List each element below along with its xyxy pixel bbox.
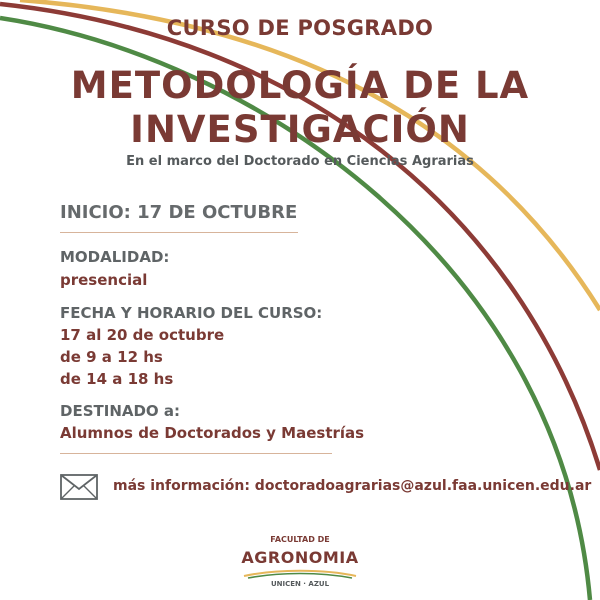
logo-swoosh [238, 569, 362, 579]
divider-bottom [60, 453, 332, 454]
course-kicker: CURSO DE POSGRADO [166, 16, 434, 40]
logo-line1: FACULTAD DE [270, 535, 330, 544]
fecha-label: FECHA Y HORARIO DEL CURSO: [60, 304, 323, 322]
destinado-label: DESTINADO a: [60, 402, 181, 420]
modalidad-label: MODALIDAD: [60, 248, 170, 266]
envelope-icon [60, 474, 98, 500]
logo-line2: AGRONOMIA [241, 548, 359, 567]
divider-top [60, 232, 298, 233]
course-title-line2: INVESTIGACIÓN [130, 108, 470, 151]
faculty-logo [238, 535, 362, 593]
logo-line3: UNICEN · AZUL [270, 580, 330, 588]
contact-info[interactable]: más información: doctoradoagrarias@azul.faa.unicen.edu.ar [113, 478, 592, 494]
course-title-line1: METODOLOGÍA DE LA [70, 64, 530, 107]
destinado-value: Alumnos de Doctorados y Maestrías [60, 424, 365, 442]
fecha-line2: de 9 a 12 hs [60, 348, 163, 366]
modalidad-value: presencial [60, 271, 148, 289]
fecha-line3: de 14 a 18 hs [60, 370, 174, 388]
course-subtitle: En el marco del Doctorado en Ciencias Agrarias [126, 154, 474, 169]
start-date: INICIO: 17 DE OCTUBRE [60, 202, 298, 223]
fecha-line1: 17 al 20 de octubre [60, 326, 225, 344]
